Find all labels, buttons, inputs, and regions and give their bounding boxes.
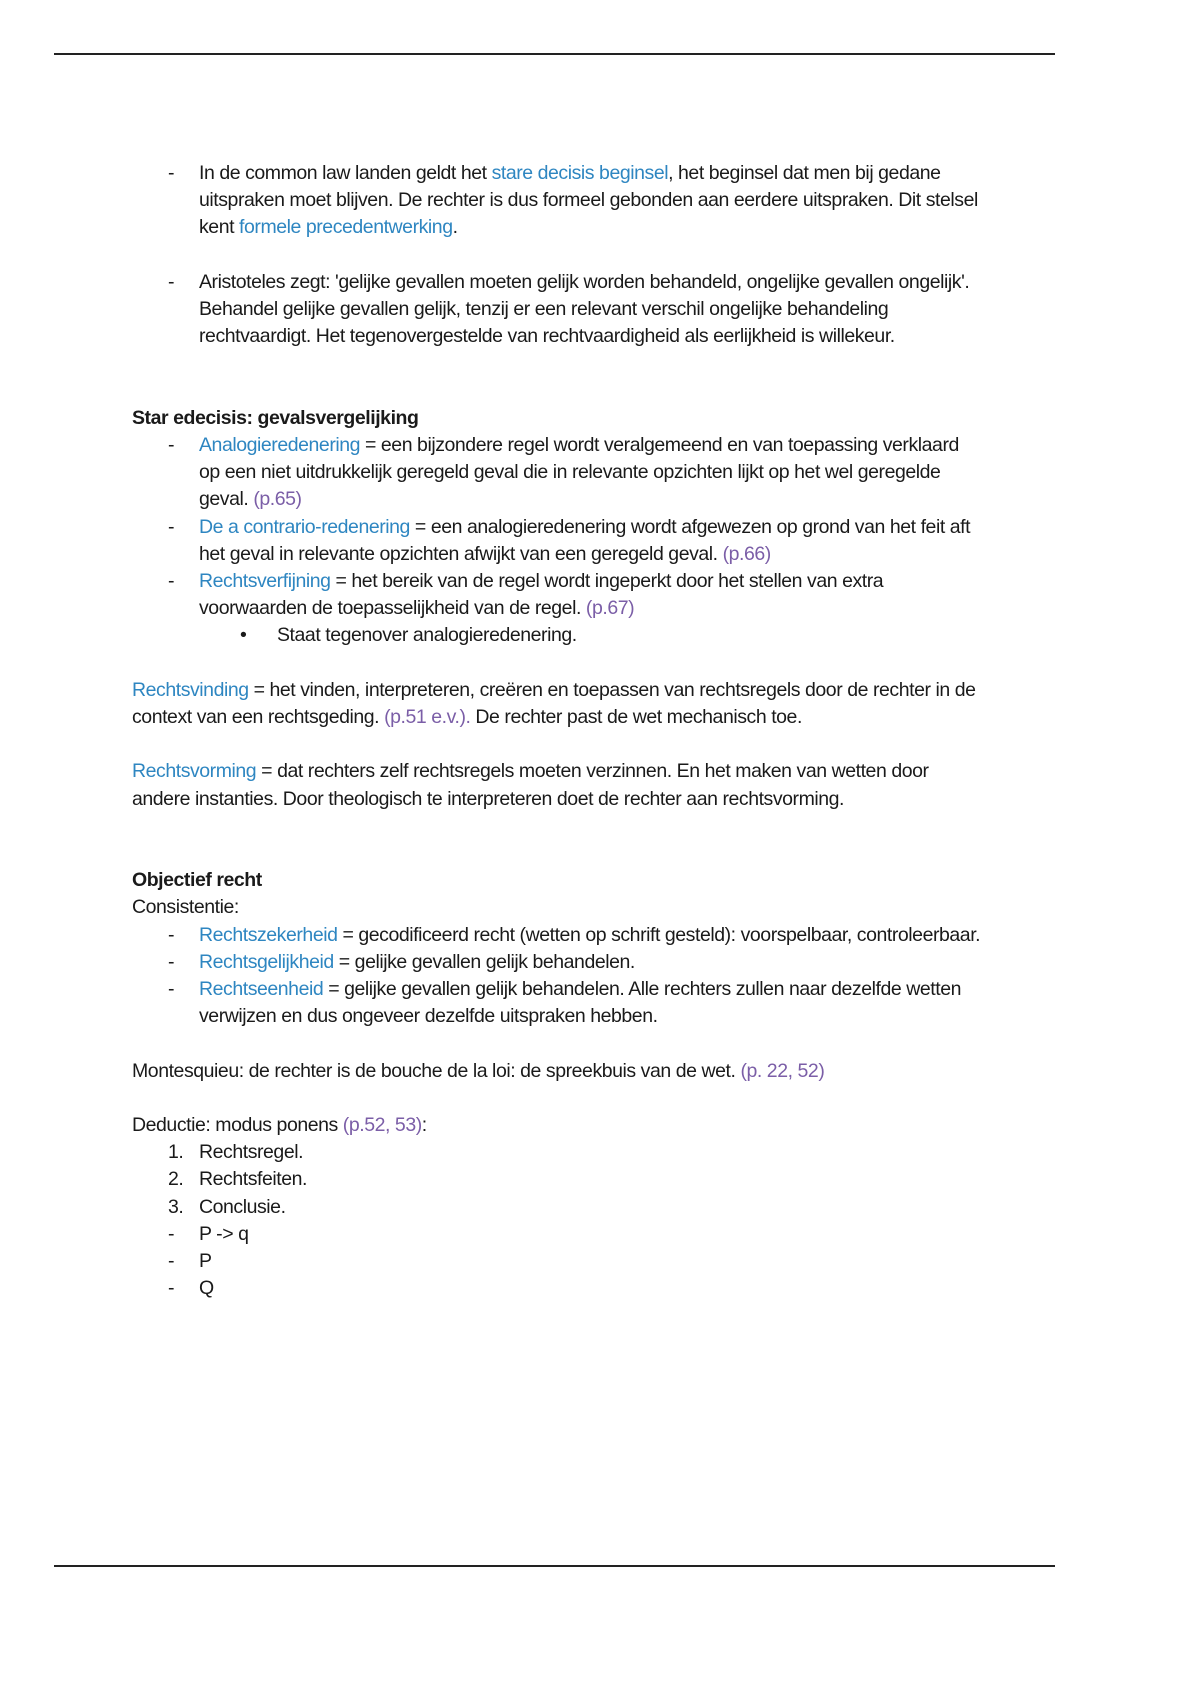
term: Rechtsgelijkheid <box>199 950 334 973</box>
list-item <box>132 432 982 514</box>
dash-marker: - <box>168 1222 175 1245</box>
dash-marker: - <box>168 570 175 592</box>
dash-marker: - <box>168 950 175 973</box>
dash-marker: - <box>168 162 175 184</box>
text: = gelijke gevallen gelijk behandelen. Alle rechters zullen naar dezelfde wetten verwijzen en dus ongeveer dezelfde uitspraken hebben. <box>199 977 961 1028</box>
bullet-marker: • <box>240 624 247 647</box>
dash-marker: - <box>168 977 175 1000</box>
paragraph-rechtsvorming <box>132 758 982 812</box>
text: In de common law landen geldt het <box>199 162 492 184</box>
list-item <box>132 1221 982 1248</box>
term: Rechtszekerheid <box>199 923 338 946</box>
text: = een bijzondere regel wordt veralgemeend en van toepassing verklaard op een niet uitdrukkelijk geregeld geval die in relevante opzichten lijkt op het wel geregelde geval. <box>199 433 959 511</box>
text: , het beginsel dat men bij gedane uitspraken moet blijven. De rechter is dus formeel gebonden aan eerdere uitspraken. Dit stelsel kent <box>199 162 978 239</box>
text: = gecodificeerd recht (wetten op schrift gesteld): voorspelbaar, controleerbaar. <box>337 923 981 946</box>
subheading: Consistentie: <box>132 896 239 919</box>
text: Staat tegenover analogieredenering. <box>277 624 577 647</box>
footer-rule <box>54 1565 1055 1567</box>
text: P -> q <box>199 1222 249 1245</box>
list-item <box>132 922 982 949</box>
number-marker: 3. <box>168 1195 184 1218</box>
sub-list-item <box>132 622 982 649</box>
dash-marker: - <box>168 1277 175 1300</box>
dash-marker: - <box>168 1249 175 1272</box>
text: Q <box>199 1277 214 1300</box>
list-item <box>132 1275 982 1302</box>
text: Rechtsregel. <box>199 1141 304 1164</box>
list-item <box>132 514 982 568</box>
term: De a contrario-redenering <box>199 515 410 538</box>
page-reference: (p.66) <box>722 542 771 565</box>
page-reference: (p.51 e.v.). <box>384 706 471 728</box>
number-marker: 2. <box>168 1168 184 1191</box>
term: Rechtsvorming <box>132 760 257 783</box>
list-item <box>132 269 982 351</box>
text: : <box>421 1113 427 1136</box>
list-item <box>132 949 982 976</box>
numbered-item <box>132 1139 982 1166</box>
paragraph-rechtsvinding <box>132 677 982 731</box>
section-heading: Objectief recht <box>132 869 262 892</box>
numbered-item <box>132 1194 982 1221</box>
text: = het vinden, interpreteren, creëren en toepassen van rechtsregels door de rechter in de context van een rechtsgeding. <box>132 678 976 728</box>
dash-marker: - <box>168 270 175 293</box>
number-marker: 1. <box>168 1141 184 1164</box>
text: = een analogieredenering wordt afgewezen op grond van het feit aft het geval in relevante opzichten afwijkt van een geregeld geval. <box>199 515 971 565</box>
text: = dat rechters zelf rechtsregels moeten verzinnen. En het maken van wetten door andere instanties. Door theologisch te interpreteren doet de rechter aan rechtsvorming. <box>132 760 929 810</box>
term-stare-decisis: stare decisis beginsel <box>491 162 669 184</box>
numbered-item <box>132 1166 982 1193</box>
paragraph-montesquieu <box>132 1058 982 1085</box>
document-body <box>132 160 982 1302</box>
page-reference: (p.65) <box>253 488 302 511</box>
text: Montesquieu: de rechter is de bouche de la loi: de spreekbuis van de wet. <box>132 1059 741 1082</box>
text: P <box>199 1249 212 1272</box>
term: Rechtsvinding <box>132 678 249 701</box>
header-rule <box>54 53 1055 55</box>
paragraph-deductie <box>132 1112 982 1139</box>
text: Rechtsfeiten. <box>199 1168 307 1191</box>
page-reference: (p.52, 53) <box>342 1113 422 1136</box>
term-formele-precedentwerking: formele precedentwerking <box>239 216 453 239</box>
page-reference: (p. 22, 52) <box>740 1059 825 1082</box>
list-item <box>132 568 982 622</box>
text: . <box>452 216 458 239</box>
text: Conclusie. <box>199 1195 286 1218</box>
text: De rechter past de wet mechanisch toe. <box>470 706 802 728</box>
term: Rechtsverfijning <box>199 570 331 592</box>
text: Aristoteles zegt: 'gelijke gevallen moeten gelijk worden behandeld, ongelijke gevallen ongelijk'. Behandel gelijke gevallen gelijk, tenzij er een relevant verschil ongelijke behandeling rechtvaardigt. Het tegenovergestelde van rechtvaardigheid als eerlijkheid is willekeur. <box>199 270 970 348</box>
term: Rechtseenheid <box>199 977 324 1000</box>
dash-marker: - <box>168 515 175 538</box>
text: = gelijke gevallen gelijk behandelen. <box>333 950 635 973</box>
page-reference: (p.67) <box>585 597 635 620</box>
list-item <box>132 976 982 1030</box>
list-item <box>132 160 982 242</box>
text: = het bereik van de regel wordt ingeperkt door het stellen van extra voorwaarden de toepasselijkheid van de regel. <box>199 570 884 620</box>
dash-marker: - <box>168 433 175 456</box>
dash-marker: - <box>168 923 175 946</box>
section-heading: Star edecisis: gevalsvergelijking <box>132 406 419 429</box>
term: Analogieredenering <box>199 433 361 456</box>
list-item <box>132 1248 982 1275</box>
text: Deductie: modus ponens <box>132 1113 343 1136</box>
